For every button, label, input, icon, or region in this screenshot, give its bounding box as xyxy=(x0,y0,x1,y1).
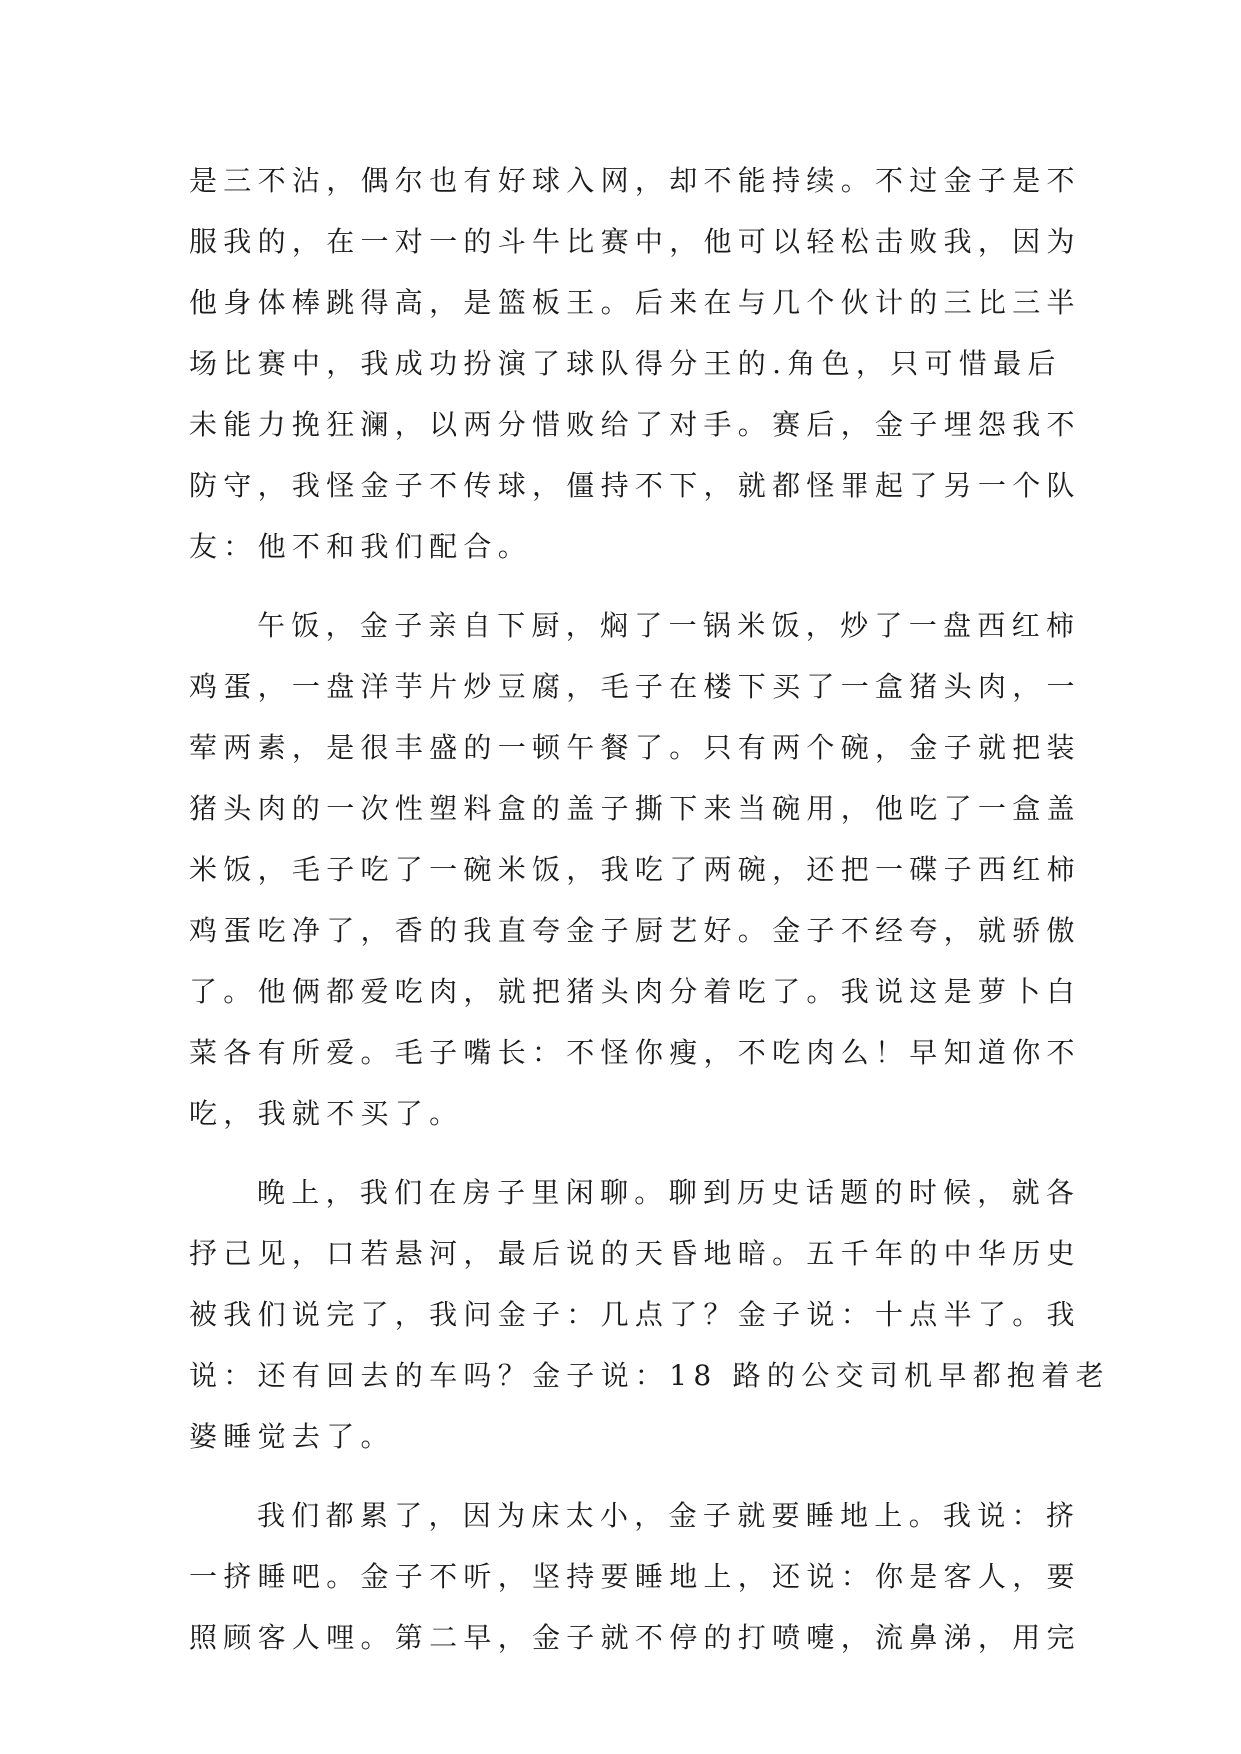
text-line: 了。他俩都爱吃肉，就把猪头肉分着吃了。我说这是萝卜白 xyxy=(189,975,1081,1008)
text-line: 一挤睡吧。金子不听，坚持要睡地上，还说：你是客人，要 xyxy=(189,1560,1081,1593)
text-line: 荤两素，是很丰盛的一顿午餐了。只有两个碗，金子就把装 xyxy=(189,731,1081,764)
text-line: 吃，我就不买了。 xyxy=(189,1097,464,1130)
text-line: 未能力挽狂澜，以两分惜败给了对手。赛后，金子埋怨我不 xyxy=(189,408,1081,441)
text-line: 婆睡觉去了。 xyxy=(189,1420,395,1453)
text-line: 说：还有回去的车吗？金子说：18 路的公交司机早都抱着老 xyxy=(189,1359,1110,1392)
text-line: 友：他不和我们配合。 xyxy=(189,530,533,563)
text-line: 他身体棒跳得高，是篮板王。后来在与几个伙计的三比三半 xyxy=(189,286,1081,319)
text-line: 场比赛中，我成功扮演了球队得分王的.角色，只可惜最后 xyxy=(189,347,1062,380)
text-line: 照顾客人哩。第二早，金子就不停的打喷嚏，流鼻涕，用完 xyxy=(189,1621,1081,1654)
text-line: 被我们说完了，我问金子：几点了？金子说：十点半了。我 xyxy=(189,1298,1081,1331)
paragraph-first-line: 午饭，金子亲自下厨，焖了一锅米饭，炒了一盘西红柿 xyxy=(257,609,1081,642)
text-line: 鸡蛋吃净了，香的我直夸金子厨艺好。金子不经夸，就骄傲 xyxy=(189,914,1081,947)
text-line: 是三不沾，偶尔也有好球入网，却不能持续。不过金子是不 xyxy=(189,164,1081,197)
text-line: 防守，我怪金子不传球，僵持不下，就都怪罪起了另一个队 xyxy=(189,469,1081,502)
paragraph-first-line: 晚上，我们在房子里闲聊。聊到历史话题的时候，就各 xyxy=(257,1176,1081,1209)
text-line: 鸡蛋，一盘洋芋片炒豆腐，毛子在楼下买了一盒猪头肉，一 xyxy=(189,670,1081,703)
text-line: 抒己见，口若悬河，最后说的天昏地暗。五千年的中华历史 xyxy=(189,1237,1081,1270)
paragraph-first-line: 我们都累了，因为床太小，金子就要睡地上。我说：挤 xyxy=(257,1499,1081,1532)
text-line: 米饭，毛子吃了一碗米饭，我吃了两碗，还把一碟子西红柿 xyxy=(189,853,1081,886)
body-text xyxy=(189,150,1110,1668)
text-line: 菜各有所爱。毛子嘴长：不怪你瘦，不吃肉么！早知道你不 xyxy=(189,1036,1081,1069)
text-line: 服我的，在一对一的斗牛比赛中，他可以轻松击败我，因为 xyxy=(189,225,1081,258)
text-line: 猪头肉的一次性塑料盒的盖子撕下来当碗用，他吃了一盒盖 xyxy=(189,792,1081,825)
